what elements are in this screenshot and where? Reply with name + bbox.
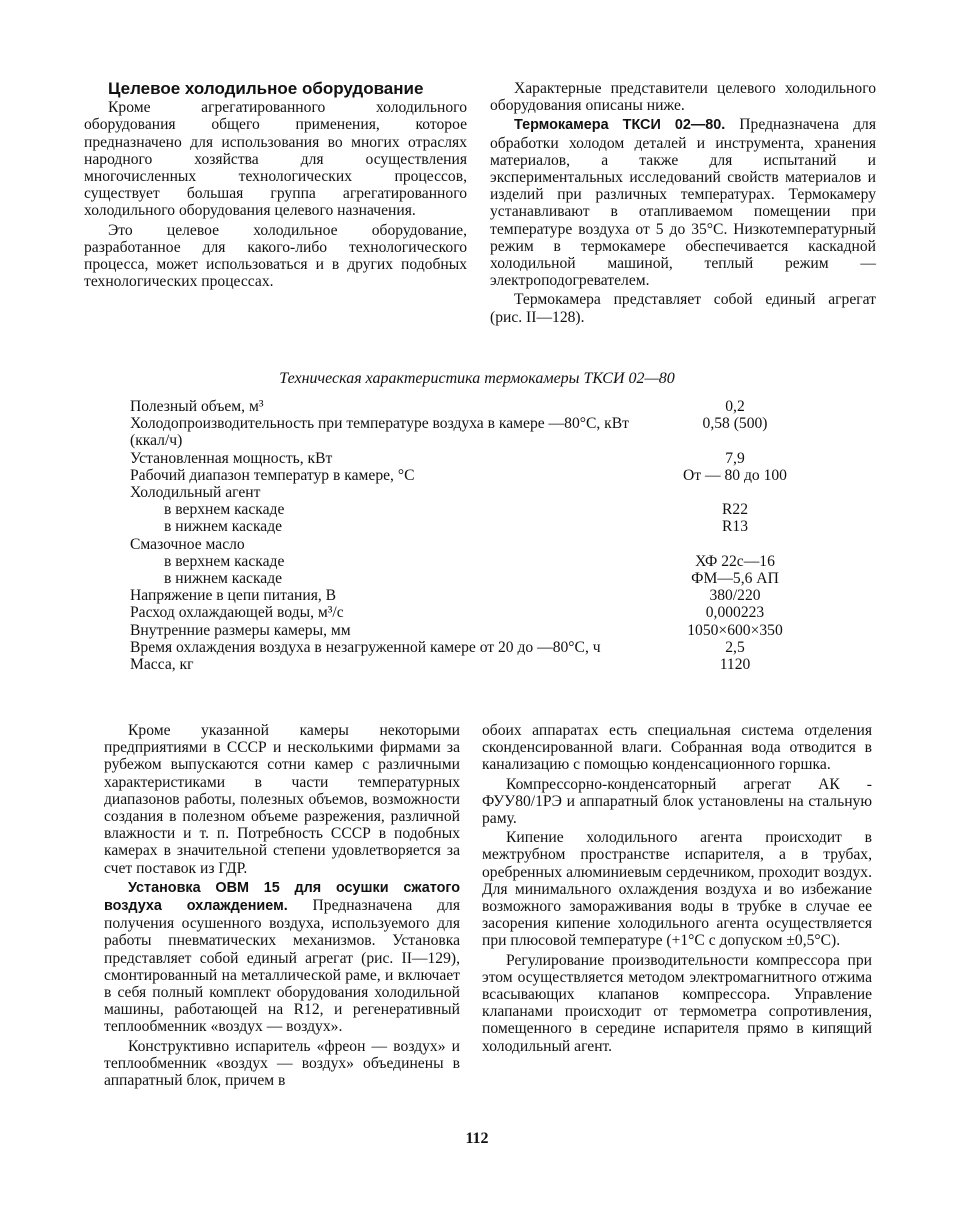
spec-row (130, 398, 820, 415)
spec-value (650, 536, 820, 553)
paragraph-text: Предназначена для обработки холодом деталей и инструмента, хранения материалов, а также для испытаний и экспериментальных исследований свойств материалов и изделий при различных температурах. Термокамеру устанавливают в отапливаемом помещении при температуре воздуха от 5 до 35°С. Низкотемпературный режим в термокамере обеспечивается каскадной холодильной машиной, теплый режим — электроподогревателем. (490, 116, 876, 290)
term-heading: Установка ОВМ 15 для осушки сжатого воздуха охлаждением. (104, 879, 460, 915)
paragraph: Кроме агрегатированного холодильного оборудования общего применения, которое предназначено для использования во многих отраслях народного хозяйства для осуществления многочисленных технологических процессов, существует большая группа агрегатированного холодильного оборудования целевого назначения. (84, 99, 467, 220)
paragraph: Кипение холодильного агента происходит в межтрубном пространстве испарителя, а в трубах, оребренных алюминиевым сердечником, проходит воздух. Для минимального охлаждения воздуха и во избежание возможного замораживания воды в трубке в случае ее засорения кипение холодильного агента осуществляется при плюсовой температуре (+1°С с допуском ±0,5°С). (482, 829, 872, 950)
spec-value (650, 484, 820, 501)
paragraph-text: Предназначена для получения осушенного воздуха, используемого для работы пневматических механизмов. Установка представляет собой единый агрегат (рис. II—129), смонтированный на металлической раме, и включает в себя полный комплект оборудования холодильной машины, работающей на R12, и регенеративный теплообменник «воздух — воздух». (104, 897, 460, 1036)
paragraph: Термокамера представляет собой единый агрегат (рис. II—128). (490, 291, 876, 326)
spec-label: Рабочий диапазон температур в камере, °С (130, 466, 415, 484)
paragraph (104, 879, 460, 1036)
spec-value: 1050×600×350 (687, 621, 783, 639)
spec-label: в нижнем каскаде (164, 518, 283, 536)
paragraph: Конструктивно испаритель «фреон — воздух» и теплообменник «воздух — воздух» объединены в аппаратный блок, причем в (104, 1037, 460, 1090)
column-bottom-right (482, 722, 872, 1055)
paragraph: Кроме указанной камеры некоторыми предприятиями в СССР и несколькими фирмами за рубежом выпускаются сотни камер с различными характеристиками в части температурных диапазонов работы, полезных объемов, возможности создания в полезном объеме разрежения, различной влажности и т. п. Потребность СССР в подобных камерах в значительной степени удовлетворяется за счет поставок из ГДР. (104, 722, 460, 877)
spec-value: От — 80 до 100 (683, 466, 787, 484)
spec-table (130, 398, 820, 673)
paragraph (490, 116, 876, 289)
spec-label: в верхнем каскаде (164, 552, 285, 570)
spec-row (130, 639, 820, 656)
column-top-right (490, 80, 876, 326)
spec-row (130, 484, 820, 501)
spec-row (130, 622, 820, 639)
spec-label: в нижнем каскаде (164, 570, 283, 588)
spec-value: 0,000223 (705, 604, 765, 622)
spec-value: 0,2 (725, 398, 745, 415)
spec-value: 2,5 (725, 638, 745, 656)
spec-row (130, 518, 820, 535)
spec-label: Установленная мощность, кВт (130, 449, 333, 467)
paragraph: Характерные представители целевого холодильного оборудования описаны ниже. (490, 80, 876, 115)
spec-label: Расход охлаждающей воды, м³/с (130, 604, 344, 622)
spec-row (130, 604, 820, 621)
page-number: 112 (465, 1130, 489, 1147)
spec-label: Полезный объем, м³ (130, 398, 264, 415)
paragraph: обоих аппаратах есть специальная система отделения сконденсированной влаги. Собранная вода отводится в канализацию с помощью конденсационного горшка. (482, 722, 872, 774)
spec-row (130, 415, 820, 449)
spec-label: в верхнем каскаде (164, 501, 285, 519)
spec-row (130, 656, 820, 673)
spec-label: Холодопроизводительность при температуре воздуха в камере —80°С, кВт (ккал/ч) (130, 415, 629, 450)
spec-label: Холодильный агент (130, 484, 261, 502)
spec-row (130, 450, 820, 467)
spec-row (130, 570, 820, 587)
spec-value: ФМ—5,6 АП (691, 570, 779, 588)
spec-value: R22 (722, 501, 748, 519)
paragraph: Компрессорно-конденсаторный агрегат АК - ФУУ80/1РЭ и аппаратный блок установлены на стальную раму. (482, 775, 872, 828)
column-top-left (84, 80, 467, 290)
spec-label: Внутренние размеры камеры, мм (130, 621, 351, 639)
paragraph: Регулирование производительности компрессора при этом осуществляется методом электромагнитного отжима всасывающих клапанов компрессора. Управление клапанами происходит от термометра сопротивления, помещенного в середине испарителя прямо в кипящий холодильный агент. (482, 951, 872, 1055)
spec-label: Напряжение в цепи питания, В (130, 587, 337, 605)
spec-value: R13 (722, 518, 748, 536)
spec-table-title: Техническая характеристика термокамеры ТКСИ 02—80 (279, 370, 675, 387)
spec-value: 380/220 (709, 587, 761, 605)
spec-row (130, 536, 820, 553)
spec-value: 7,9 (725, 449, 745, 467)
spec-value: 0,58 (500) (702, 415, 768, 433)
section-heading: Целевое холодильное оборудование (108, 79, 424, 98)
spec-row (130, 501, 820, 518)
spec-value: ХФ 22с—16 (695, 552, 775, 570)
spec-row (130, 467, 820, 484)
spec-row (130, 587, 820, 604)
spec-row (130, 553, 820, 570)
spec-value: 1120 (719, 656, 751, 674)
column-bottom-left (104, 722, 460, 1089)
spec-label: Масса, кг (130, 656, 194, 674)
paragraph: Это целевое холодильное оборудование, разработанное для какого-либо технологического процесса, может использоваться и в других подобных технологических процессах. (84, 221, 467, 291)
spec-label: Смазочное масло (130, 535, 245, 553)
spec-label: Время охлаждения воздуха в незагруженной камере от 20 до —80°С, ч (130, 638, 601, 656)
term-heading: Термокамера ТКСИ 02—80. (514, 117, 726, 134)
